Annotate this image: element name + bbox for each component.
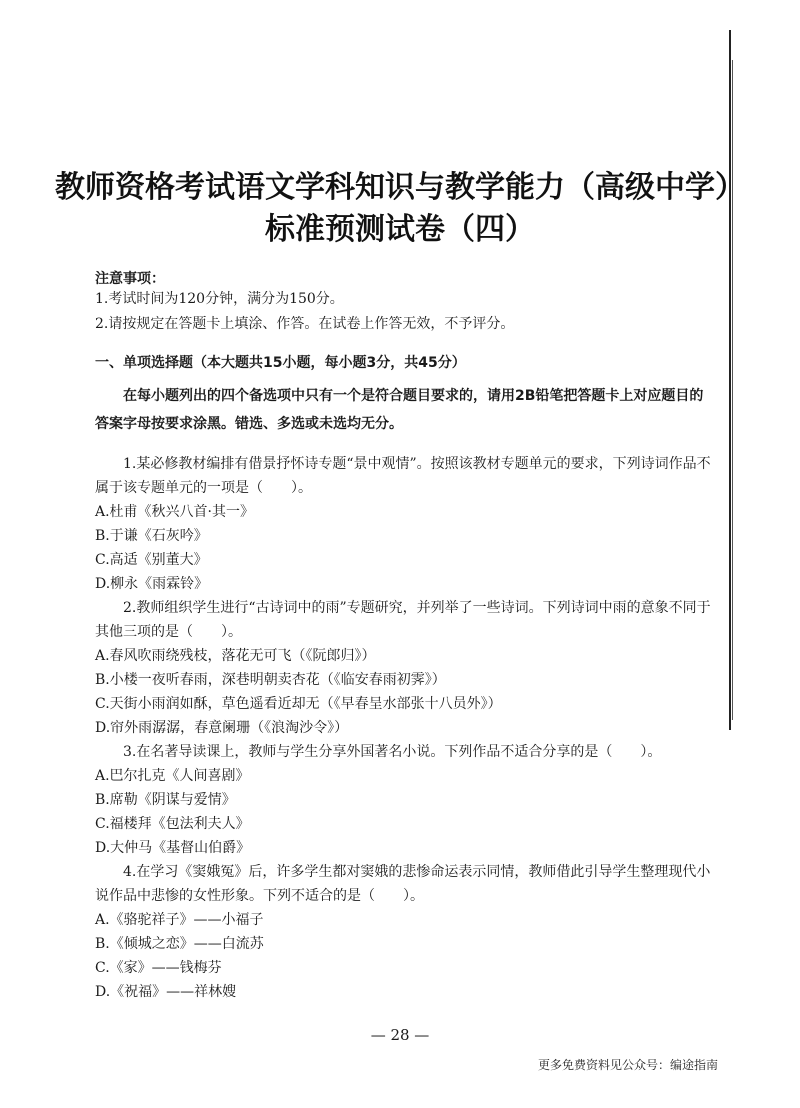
question-option: B.于谦《石灰吟》 [95,528,208,544]
question-option: A.《骆驼祥子》——小福子 [95,912,264,928]
question-stem: 1.某必修教材编排有借景抒怀诗专题“景中观情”。按照该教材专题单元的要求，下列诗词作品不属于该专题单元的一项是（ ）。 [95,456,711,496]
question-list [95,452,717,1004]
question-option: B.小楼一夜听春雨，深巷明朝卖杏花（《临安春雨初霁》） [95,672,446,688]
question-option: C.福楼拜《包法利夫人》 [95,816,250,832]
notice-item: 1.考试时间为120分钟，满分为150分。 [95,291,344,307]
page-number: — 28 — [370,1026,430,1044]
section-instructions: 在每小题列出的四个备选项中只有一个是符合题目要求的，请用2B铅笔把答题卡上对应题目的答案字母按要求涂黑。错选、多选或未选均无分。 [95,388,704,432]
question-option: C.高适《别董大》 [95,552,208,568]
question-option: A.巴尔扎克《人间喜剧》 [95,768,250,784]
question-option: B.席勒《阴谋与爱情》 [95,792,236,808]
question-1 [95,452,717,596]
page-binding-edge [729,30,731,730]
question-option: D.大仲马《基督山伯爵》 [95,840,251,856]
question-option: A.杜甫《秋兴八首·其一》 [95,504,255,520]
page-binding-edge-inner [732,60,733,720]
question-option: C.天街小雨润如酥，草色遥看近却无（《早春呈水部张十八员外》） [95,696,502,712]
question-option: D.《祝福》——祥林嫂 [95,984,237,1000]
document-title-line1: 教师资格考试语文学科知识与教学能力（高级中学） [55,170,745,205]
question-stem: 2.教师组织学生进行“古诗词中的雨”专题研究，并列举了一些诗词。下列诗词中雨的意象不同于其他三项的是（ ）。 [95,600,711,640]
question-3 [95,740,717,860]
question-option: D.柳永《雨霖铃》 [95,576,209,592]
section-heading: 一、单项选择题（本大题共15小题，每小题3分，共45分） [95,355,466,371]
question-4 [95,860,717,1004]
question-stem: 4.在学习《窦娥冤》后，许多学生都对窦娥的悲惨命运表示同情，教师借此引导学生整理现代小说作品中悲惨的女性形象。下列不适合的是（ ）。 [95,864,711,904]
question-stem: 3.在名著导读课上，教师与学生分享外国著名小说。下列作品不适合分享的是（ ）。 [123,744,662,760]
question-option: B.《倾城之恋》——白流苏 [95,936,264,952]
question-option: D.帘外雨潺潺，春意阑珊（《浪淘沙令》） [95,720,349,736]
question-option: A.春风吹雨绕残枝，落花无可飞（《阮郎归》） [95,648,376,664]
notice-heading: 注意事项： [95,271,165,287]
question-option: C.《家》——钱梅芬 [95,960,222,976]
question-2 [95,596,717,740]
document-title-line2: 标准预测试卷（四） [265,212,535,247]
footer-note: 更多免费资料见公众号：编途指南 [537,1058,718,1072]
notice-item: 2.请按规定在答题卡上填涂、作答。在试卷上作答无效，不予评分。 [95,316,515,332]
